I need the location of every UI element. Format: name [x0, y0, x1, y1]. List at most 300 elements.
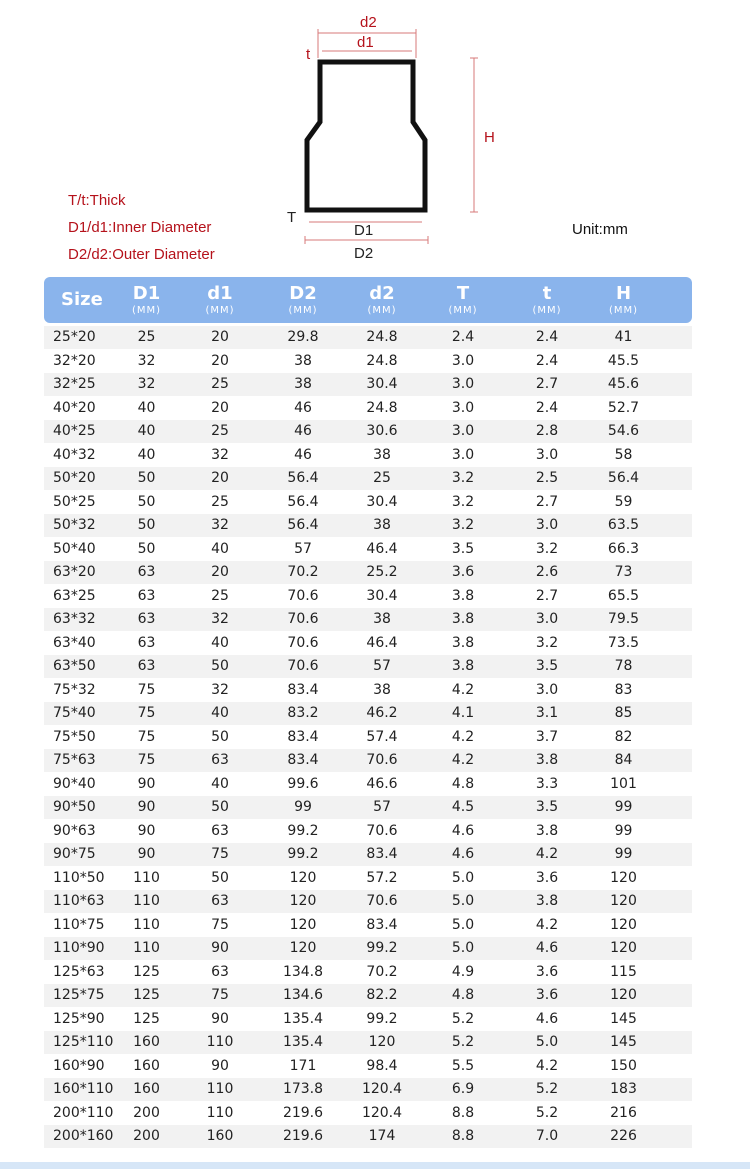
- header-unit: (MM): [532, 304, 562, 316]
- table-cell: 3.0: [535, 517, 559, 534]
- table-row: [44, 796, 692, 819]
- legend-outer-diameter: D2/d2:Outer Diameter: [68, 246, 215, 263]
- table-cell: 110: [206, 1081, 234, 1098]
- table-cell: 45.6: [607, 376, 640, 393]
- table-cell: 120: [610, 940, 637, 957]
- reducer-outline: [307, 62, 425, 210]
- table-cell: 200*110: [53, 1104, 114, 1121]
- table-cell: 46.6: [366, 775, 398, 792]
- table-cell: 99.2: [287, 822, 319, 839]
- table-cell: 70.6: [287, 587, 319, 604]
- table-cell: 160: [133, 1081, 160, 1098]
- table-cell: 40: [211, 540, 229, 557]
- table-cell: 40: [137, 399, 156, 416]
- header-unit: (MM): [608, 304, 639, 316]
- table-cell: 219.6: [282, 1104, 324, 1121]
- table-cell: 4.2: [535, 846, 559, 863]
- table-cell: 200*160: [53, 1128, 114, 1145]
- header-label: H: [615, 282, 632, 304]
- table-cell: 38: [373, 446, 391, 463]
- t-label: t: [306, 46, 311, 63]
- table-cell: 5.2: [535, 1104, 559, 1121]
- table-cell: 25: [211, 493, 229, 510]
- table-cell: 83.4: [366, 846, 398, 863]
- table-cell: 2.7: [535, 587, 559, 604]
- table-cell: 120: [289, 893, 317, 910]
- table-cell: 3.5: [535, 799, 559, 816]
- table-cell: 46: [294, 423, 312, 440]
- header-label: d2: [369, 282, 395, 304]
- table-cell: 58: [614, 446, 633, 463]
- table-cell: 120.4: [361, 1081, 403, 1098]
- table-cell: 32: [137, 352, 156, 369]
- table-row: [44, 726, 692, 749]
- table-cell: 115: [610, 963, 637, 980]
- table-cell: 3.5: [451, 540, 475, 557]
- table-cell: 134.6: [282, 987, 324, 1004]
- header-label: t: [542, 282, 552, 304]
- table-cell: 79.5: [607, 611, 640, 628]
- table-cell: 66.3: [607, 540, 640, 557]
- table-cell: 56.4: [287, 493, 319, 510]
- table-cell: 70.6: [287, 658, 319, 675]
- table-cell: 219.6: [282, 1128, 324, 1145]
- table-row: [44, 1031, 692, 1054]
- table-cell: 150: [610, 1057, 637, 1074]
- table-cell: 40: [137, 446, 156, 463]
- table-cell: 82.2: [366, 987, 398, 1004]
- table-cell: 85: [614, 705, 633, 722]
- table-row: [44, 538, 692, 561]
- table-cell: 63: [137, 564, 156, 581]
- header-t-5: [419, 282, 507, 316]
- table-cell: 171: [289, 1057, 317, 1074]
- table-cell: 70.6: [366, 822, 398, 839]
- legend-inner-diameter: D1/d1:Inner Diameter: [68, 219, 212, 236]
- table-cell: 57: [373, 658, 391, 675]
- table-row: [44, 514, 692, 537]
- table-row: [44, 820, 692, 843]
- table-cell: 125*110: [53, 1034, 114, 1051]
- table-cell: 30.4: [366, 493, 398, 510]
- table-row: [44, 1102, 692, 1125]
- table-cell: 75: [211, 987, 229, 1004]
- table-cell: 75*32: [53, 681, 96, 698]
- table-cell: 57: [373, 799, 391, 816]
- h-label: H: [484, 129, 495, 146]
- table-cell: 50*32: [53, 517, 96, 534]
- table-cell: 110*75: [53, 916, 105, 933]
- table-cell: 90: [137, 775, 156, 792]
- unit-label: Unit:mm: [572, 221, 628, 238]
- table-cell: 3.2: [451, 517, 475, 534]
- header-d2-3: [261, 282, 345, 316]
- table-cell: 40*25: [53, 423, 96, 440]
- table-cell: 20: [211, 399, 229, 416]
- header-label: T: [456, 282, 470, 304]
- table-row: [44, 350, 692, 373]
- table-cell: 63: [211, 963, 229, 980]
- table-cell: 4.1: [451, 705, 475, 722]
- table-cell: 120: [289, 916, 317, 933]
- table-cell: 46.4: [366, 634, 398, 651]
- table-cell: 2.5: [535, 470, 559, 487]
- table-cell: 7.0: [535, 1128, 559, 1145]
- table-row: [44, 679, 692, 702]
- table-cell: 3.0: [451, 352, 475, 369]
- table-cell: 160: [206, 1128, 234, 1145]
- table-row: [44, 373, 692, 396]
- table-cell: 63: [137, 611, 156, 628]
- table-cell: 83.4: [287, 728, 319, 745]
- table-cell: 90*50: [53, 799, 96, 816]
- table-cell: 40*32: [53, 446, 96, 463]
- table-row: [44, 397, 692, 420]
- table-cell: 5.0: [451, 893, 475, 910]
- table-cell: 32*20: [53, 352, 96, 369]
- table-cell: 135.4: [282, 1010, 324, 1027]
- table-cell: 24.8: [366, 399, 398, 416]
- table-cell: 32: [211, 611, 229, 628]
- table-cell: 57: [294, 540, 312, 557]
- table-row: [44, 444, 692, 467]
- table-cell: 25: [211, 376, 229, 393]
- table-cell: 75: [137, 681, 156, 698]
- table-cell: 101: [610, 775, 637, 792]
- table-cell: 32: [211, 517, 229, 534]
- table-cell: 25: [211, 587, 229, 604]
- table-cell: 99.2: [366, 1010, 398, 1027]
- d2-label: d2: [360, 14, 377, 31]
- table-row: [44, 914, 692, 937]
- table-cell: 160: [133, 1057, 160, 1074]
- table-cell: 50*40: [53, 540, 96, 557]
- table-cell: 73: [614, 564, 633, 581]
- table-cell: 3.6: [451, 564, 475, 581]
- table-cell: 173.8: [282, 1081, 324, 1098]
- table-cell: 99.2: [366, 940, 398, 957]
- table-cell: 2.4: [535, 352, 559, 369]
- header-unit: (MM): [205, 304, 235, 316]
- table-row: [44, 608, 692, 631]
- table-cell: 38: [373, 611, 391, 628]
- table-cell: 73.5: [607, 634, 640, 651]
- table-cell: 75*50: [53, 728, 96, 745]
- table-cell: 63*20: [53, 564, 96, 581]
- table-cell: 110: [133, 893, 160, 910]
- table-cell: 4.6: [451, 846, 475, 863]
- table-row: [44, 491, 692, 514]
- table-row: [44, 1125, 692, 1148]
- table-cell: 56.4: [607, 470, 640, 487]
- table-cell: 63: [137, 658, 156, 675]
- table-cell: 120: [289, 869, 317, 886]
- table-cell: 120: [610, 893, 637, 910]
- table-header: [44, 277, 692, 323]
- table-cell: 4.6: [535, 1010, 559, 1027]
- table-cell: 3.2: [451, 493, 475, 510]
- table-cell: 50: [211, 728, 229, 745]
- table-cell: 99: [294, 799, 312, 816]
- table-cell: 3.6: [535, 963, 559, 980]
- table-row: [44, 773, 692, 796]
- table-cell: 90*63: [53, 822, 96, 839]
- table-cell: 125: [133, 1010, 160, 1027]
- header-label: D2: [289, 282, 317, 304]
- table-cell: 46.4: [366, 540, 398, 557]
- table-cell: 70.6: [287, 611, 319, 628]
- table-cell: 160: [133, 1034, 160, 1051]
- table-cell: 3.0: [451, 446, 475, 463]
- thick-t-label: T: [287, 209, 297, 226]
- table-cell: 41: [614, 329, 633, 346]
- table-cell: 120: [610, 987, 637, 1004]
- header-label: D1: [132, 282, 161, 304]
- table-cell: 50: [137, 540, 156, 557]
- table-cell: 75: [137, 752, 156, 769]
- table-cell: 120: [610, 869, 637, 886]
- table-cell: 8.8: [451, 1128, 475, 1145]
- header-t-6: [507, 282, 587, 316]
- table-cell: 110: [133, 940, 160, 957]
- legend-thick: T/t:Thick: [68, 192, 126, 209]
- table-cell: 50: [211, 869, 229, 886]
- table-cell: 4.6: [535, 940, 559, 957]
- table-cell: 125: [133, 963, 160, 980]
- table-cell: 63*25: [53, 587, 96, 604]
- table-cell: 99.6: [287, 775, 319, 792]
- table-cell: 98.4: [366, 1057, 398, 1074]
- table-cell: 2.8: [535, 423, 559, 440]
- table-cell: 3.8: [451, 634, 475, 651]
- table-cell: 4.8: [451, 775, 475, 792]
- table-cell: 56.4: [287, 470, 319, 487]
- table-row: [44, 420, 692, 443]
- table-cell: 40*20: [53, 399, 96, 416]
- table-cell: 4.2: [451, 752, 475, 769]
- header-unit: (MM): [288, 304, 318, 316]
- table-cell: 75: [137, 705, 156, 722]
- table-cell: 110: [133, 916, 160, 933]
- table-cell: 40: [211, 705, 229, 722]
- table-cell: 5.2: [535, 1081, 559, 1098]
- table-cell: 50: [137, 470, 156, 487]
- table-cell: 70.2: [287, 564, 319, 581]
- table-cell: 3.8: [535, 893, 559, 910]
- table-cell: 125*63: [53, 963, 105, 980]
- table-cell: 5.0: [451, 916, 475, 933]
- table-cell: 3.8: [451, 587, 475, 604]
- table-cell: 99.2: [287, 846, 319, 863]
- table-cell: 32: [211, 446, 229, 463]
- table-cell: 4.2: [535, 916, 559, 933]
- table-cell: 5.0: [451, 940, 475, 957]
- header-unit: (MM): [131, 304, 162, 316]
- table-cell: 99: [614, 846, 633, 863]
- table-cell: 4.2: [451, 728, 475, 745]
- table-cell: 3.2: [535, 540, 559, 557]
- table-cell: 57.4: [366, 728, 398, 745]
- table-cell: 200: [133, 1128, 160, 1145]
- table-cell: 20: [211, 564, 229, 581]
- table-row: [44, 655, 692, 678]
- D2-label: D2: [354, 245, 374, 262]
- table-cell: 3.8: [451, 611, 475, 628]
- table-cell: 5.0: [451, 869, 475, 886]
- table-cell: 63: [137, 587, 156, 604]
- table-cell: 160*90: [53, 1057, 105, 1074]
- table-cell: 38: [294, 376, 312, 393]
- table-row: [44, 702, 692, 725]
- table-row: [44, 326, 692, 349]
- table-cell: 90: [137, 799, 156, 816]
- table-cell: 4.2: [535, 1057, 559, 1074]
- table-cell: 50: [211, 658, 229, 675]
- table-cell: 145: [610, 1034, 637, 1051]
- table-cell: 90*75: [53, 846, 96, 863]
- table-cell: 90: [137, 822, 156, 839]
- table-cell: 70.6: [287, 634, 319, 651]
- table-cell: 75: [211, 846, 229, 863]
- table-cell: 4.2: [451, 681, 475, 698]
- table-cell: 2.6: [535, 564, 559, 581]
- table-cell: 5.5: [451, 1057, 475, 1074]
- table-cell: 5.2: [451, 1010, 475, 1027]
- table-cell: 2.4: [535, 329, 559, 346]
- header-label: d1: [207, 282, 233, 304]
- spec-table: [44, 277, 692, 1149]
- table-cell: 3.0: [451, 399, 475, 416]
- table-cell: 3.1: [535, 705, 559, 722]
- bottom-bar: [0, 1162, 750, 1169]
- table-cell: 125*90: [53, 1010, 105, 1027]
- table-cell: 56.4: [287, 517, 319, 534]
- table-cell: 99: [614, 799, 633, 816]
- table-cell: 52.7: [607, 399, 640, 416]
- table-cell: 83.2: [287, 705, 319, 722]
- table-cell: 83.4: [287, 752, 319, 769]
- table-cell: 125*75: [53, 987, 105, 1004]
- table-cell: 75*63: [53, 752, 96, 769]
- table-cell: 200: [133, 1104, 160, 1121]
- table-cell: 226: [610, 1128, 637, 1145]
- table-cell: 5.2: [451, 1034, 475, 1051]
- table-row: [44, 937, 692, 960]
- table-cell: 84: [614, 752, 633, 769]
- d1-label: d1: [357, 34, 374, 51]
- table-cell: 50: [137, 493, 156, 510]
- header-label: Size: [61, 289, 103, 310]
- table-cell: 3.0: [535, 681, 559, 698]
- table-row: [44, 843, 692, 866]
- table-cell: 32: [211, 681, 229, 698]
- table-cell: 75*40: [53, 705, 96, 722]
- table-cell: 63*50: [53, 658, 96, 675]
- table-cell: 3.6: [535, 869, 559, 886]
- table-cell: 38: [294, 352, 312, 369]
- table-cell: 70.6: [366, 893, 398, 910]
- table-cell: 3.8: [535, 752, 559, 769]
- table-cell: 20: [211, 470, 229, 487]
- table-cell: 120: [610, 916, 637, 933]
- table-row: [44, 961, 692, 984]
- table-cell: 2.7: [535, 376, 559, 393]
- table-cell: 40: [211, 634, 229, 651]
- table-row: [44, 467, 692, 490]
- table-cell: 3.6: [535, 987, 559, 1004]
- table-cell: 25*20: [53, 329, 96, 346]
- table-row: [44, 585, 692, 608]
- table-cell: 3.0: [451, 376, 475, 393]
- table-cell: 110*63: [53, 893, 105, 910]
- table-cell: 46: [294, 446, 312, 463]
- table-cell: 25.2: [366, 564, 398, 581]
- table-cell: 3.5: [535, 658, 559, 675]
- table-cell: 110*90: [53, 940, 105, 957]
- table-cell: 134.8: [282, 963, 324, 980]
- table-cell: 25: [373, 470, 391, 487]
- table-row: [44, 1008, 692, 1031]
- table-cell: 2.7: [535, 493, 559, 510]
- table-cell: 25: [211, 423, 229, 440]
- table-cell: 63: [211, 893, 229, 910]
- table-cell: 65.5: [607, 587, 640, 604]
- table-cell: 83.4: [287, 681, 319, 698]
- header-size: [44, 291, 114, 309]
- table-cell: 50: [137, 517, 156, 534]
- header-d1-1: [114, 282, 179, 316]
- table-cell: 90: [211, 1057, 229, 1074]
- table-cell: 78: [614, 658, 633, 675]
- table-cell: 82: [614, 728, 633, 745]
- table-cell: 120: [289, 940, 317, 957]
- header-d1-2: [179, 282, 261, 316]
- table-row: [44, 1055, 692, 1078]
- table-cell: 6.9: [451, 1081, 475, 1098]
- table-cell: 75: [211, 916, 229, 933]
- table-cell: 45.5: [607, 352, 640, 369]
- table-cell: 110: [206, 1034, 234, 1051]
- table-cell: 90: [137, 846, 156, 863]
- table-cell: 3.0: [535, 446, 559, 463]
- table-cell: 160*110: [53, 1081, 114, 1098]
- table-cell: 63: [137, 634, 156, 651]
- table-cell: 4.9: [451, 963, 475, 980]
- table-cell: 59: [614, 493, 633, 510]
- table-cell: 57.2: [366, 869, 398, 886]
- table-cell: 29.8: [287, 329, 319, 346]
- header-unit: (MM): [367, 304, 397, 316]
- table-cell: 83.4: [366, 916, 398, 933]
- table-body: [44, 326, 692, 1148]
- header-d2-4: [345, 282, 419, 316]
- table-cell: 50*20: [53, 470, 96, 487]
- table-cell: 46: [294, 399, 312, 416]
- table-cell: 63*32: [53, 611, 96, 628]
- table-cell: 8.8: [451, 1104, 475, 1121]
- table-cell: 46.2: [366, 705, 398, 722]
- table-cell: 75: [137, 728, 156, 745]
- table-cell: 30.6: [366, 423, 398, 440]
- table-cell: 135.4: [282, 1034, 324, 1051]
- table-cell: 90: [211, 1010, 229, 1027]
- table-cell: 90: [211, 940, 229, 957]
- table-cell: 120: [368, 1034, 396, 1051]
- table-row: [44, 890, 692, 913]
- table-cell: 3.8: [451, 658, 475, 675]
- table-cell: 183: [610, 1081, 637, 1098]
- table-cell: 54.6: [607, 423, 640, 440]
